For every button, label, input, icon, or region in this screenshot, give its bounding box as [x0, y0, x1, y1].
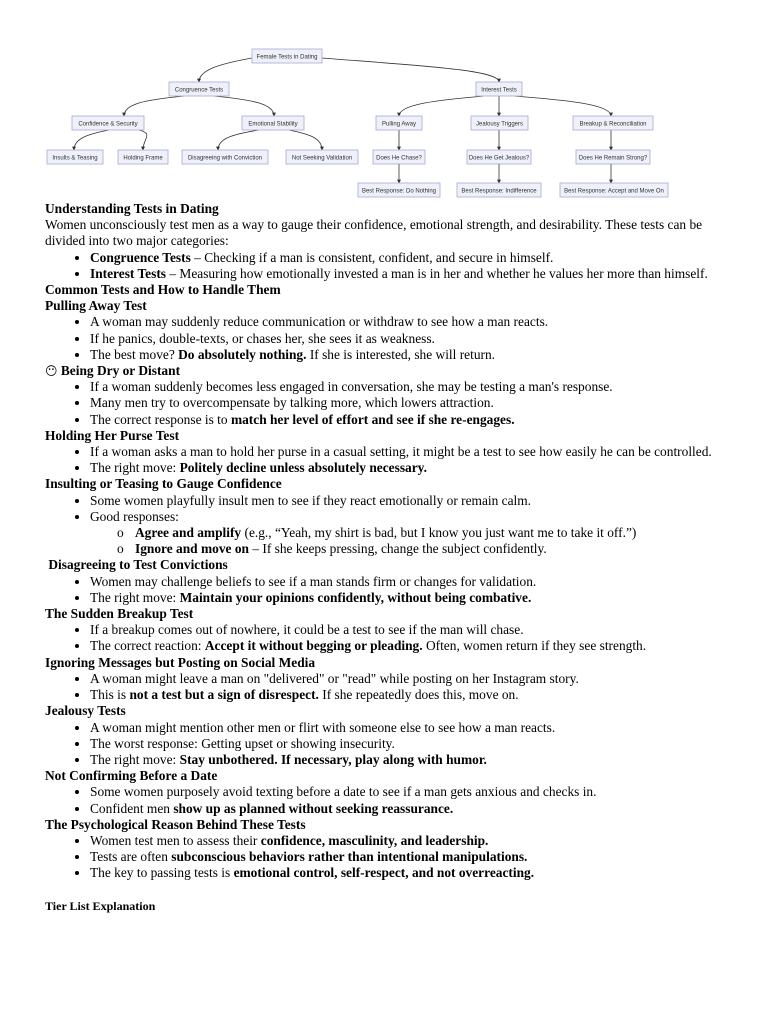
section-pulling-away: Pulling Away Test: [45, 298, 147, 314]
document-body: [45, 201, 735, 914]
list-item: • The right move: Maintain your opinions confidently, without being combative.: [90, 590, 735, 606]
svg-text:Holding Frame: Holding Frame: [123, 155, 163, 162]
section-insulting: Insulting or Teasing to Gauge Confidence: [45, 476, 282, 492]
section-ignoring-messages: Ignoring Messages but Posting on Social Media: [45, 654, 316, 670]
list-item: • If a breakup comes out of nowhere, it could be a test to see if the man will chase.: [90, 622, 735, 638]
sub-list-item: o Ignore and move on – If she keeps pressing, change the subject confidently.: [135, 541, 735, 557]
node-breakup-reconciliation: [573, 116, 653, 130]
svg-text:Does He Remain Strong?: Does He Remain Strong?: [578, 155, 648, 162]
list-item: • A woman might leave a man on "delivered" or "read" while posting on her Instagram story.: [90, 671, 735, 687]
node-disagreeing-conviction: [182, 150, 268, 164]
node-best-response-accept: [560, 183, 668, 197]
node-congruence-tests: [169, 82, 229, 96]
tests-flowchart: [44, 42, 670, 202]
node-interest-tests: [476, 82, 522, 96]
list-item: • A woman might mention other men or flirt with someone else to see how a man reacts.: [90, 720, 735, 736]
list-item: • The worst response: Getting upset or showing insecurity.: [90, 736, 735, 752]
list-item: • If a woman asks a man to hold her purse in a casual setting, it might be a test to see how easily he can be controlled.: [90, 444, 735, 460]
section-disagreeing: Disagreeing to Test Convictions: [45, 557, 228, 573]
node-pulling-away: [376, 116, 422, 130]
svg-text:Emotional Stability: Emotional Stability: [248, 121, 298, 128]
node-does-he-get-jealous: [467, 150, 531, 164]
section-jealousy: Jealousy Tests: [45, 703, 126, 719]
svg-text:Interest Tests: Interest Tests: [481, 87, 517, 94]
section-not-confirming: Not Confirming Before a Date: [45, 768, 218, 784]
svg-text:Confidence & Security: Confidence & Security: [78, 121, 138, 128]
list-item: • Some women playfully insult men to see if they react emotionally or remain calm.: [90, 493, 735, 509]
list-item: • Confident men show up as planned without seeking reassurance.: [90, 801, 735, 817]
node-jealousy-triggers: [471, 116, 528, 130]
psychology-heading: The Psychological Reason Behind These Tests: [45, 816, 306, 832]
list-item: • This is not a test but a sign of disrespect. If she repeatedly does this, move on.: [90, 687, 735, 703]
intro-paragraph: Women unconsciously test men as a way to gauge their confidence, emotional strength, and desirability. These tests can be divided into two major categories:: [45, 217, 703, 249]
svg-text:Insults & Teasing: Insults & Teasing: [52, 155, 98, 162]
sub-list-item: o Agree and amplify (e.g., “Yeah, my shirt is bad, but I know you just want me to take it off.”): [135, 525, 735, 541]
svg-text:Best Response: Do Nothing: Best Response: Do Nothing: [361, 188, 437, 195]
svg-text:Does He Chase?: Does He Chase?: [376, 155, 422, 162]
list-item: • Interest Tests – Measuring how emotionally invested a man is in her and whether he values her more than himself.: [90, 266, 735, 282]
list-item: • Women test men to assess their confidence, masculinity, and leadership.: [90, 833, 735, 849]
list-item: • Tests are often subconscious behaviors rather than intentional manipulations.: [90, 849, 735, 865]
intro-heading: Understanding Tests in Dating: [45, 201, 219, 216]
section-holding-purse: Holding Her Purse Test: [45, 427, 180, 443]
svg-text:Pulling Away: Pulling Away: [382, 121, 416, 128]
list-item: • Some women purposely avoid texting before a date to see if a man gets anxious and checks in.: [90, 784, 735, 800]
list-item: • Many men try to overcompensate by talking more, which lowers attraction.: [90, 395, 735, 411]
svg-text:Best Response: Accept and Move: Best Response: Accept and Move On: [564, 188, 664, 195]
node-holding-frame: [118, 150, 168, 164]
svg-text:Does He Get Jealous?: Does He Get Jealous?: [468, 155, 530, 162]
no-mouth-face-icon: 😶: [45, 364, 58, 379]
svg-text:Female Tests in Dating: Female Tests in Dating: [256, 54, 318, 61]
list-item: • The right move: Stay unbothered. If necessary, play along with humor.: [90, 752, 735, 768]
node-not-seeking-validation: [286, 150, 358, 164]
svg-text:Disagreeing with Conviction: Disagreeing with Conviction: [187, 155, 263, 162]
node-does-he-remain-strong: [576, 150, 650, 164]
node-root: [252, 49, 322, 63]
list-item: • A woman may suddenly reduce communication or withdraw to see how a man reacts.: [90, 314, 735, 330]
svg-text:Not Seeking Validation: Not Seeking Validation: [291, 155, 353, 162]
list-item: • The correct reaction: Accept it without begging or pleading. Often, women return if they see strength.: [90, 638, 735, 654]
svg-text:Breakup & Reconciliation: Breakup & Reconciliation: [579, 121, 647, 128]
section-being-dry: 😶 Being Dry or Distant: [45, 363, 181, 379]
list-item: • If he panics, double-texts, or chases her, she sees it as weakness.: [90, 331, 735, 347]
categories-list: [45, 250, 735, 282]
section-breakup: The Sudden Breakup Test: [45, 606, 194, 622]
svg-text:Jealousy Triggers: Jealousy Triggers: [475, 121, 524, 128]
list-item: • The key to passing tests is emotional control, self-respect, and not overreacting.: [90, 865, 735, 881]
list-item: • Congruence Tests – Checking if a man is consistent, confident, and secure in himself.: [90, 250, 735, 266]
svg-text:Best Response: Indifference: Best Response: Indifference: [461, 188, 537, 195]
node-does-he-chase: [373, 150, 425, 164]
node-emotional-stability: [242, 116, 304, 130]
node-best-response-do-nothing: [358, 183, 440, 197]
node-insults-teasing: [47, 150, 103, 164]
list-item: • The correct response is to match her level of effort and see if she re-engages.: [90, 412, 735, 428]
common-tests-heading: Common Tests and How to Handle Them: [45, 282, 281, 298]
list-item: • The right move: Politely decline unless absolutely necessary.: [90, 460, 735, 476]
list-item: • Women may challenge beliefs to see if a man stands firm or changes for validation.: [90, 574, 735, 590]
tier-list-heading: Tier List Explanation: [45, 898, 156, 913]
svg-text:Congruence Tests: Congruence Tests: [174, 87, 224, 94]
list-item: • The best move? Do absolutely nothing. If she is interested, she will return.: [90, 347, 735, 363]
list-item: • Good responses: o Agree and amplify (e.g., “Yeah, my shirt is bad, but I know you just want me to take it off.”) o Ignore and move on – If she keeps pressing, change the subject confidently.: [90, 509, 735, 558]
list-item: • If a woman suddenly becomes less engaged in conversation, she may be testing a man's response.: [90, 379, 735, 395]
node-best-response-indifference: [457, 183, 541, 197]
node-confidence-security: [72, 116, 144, 130]
